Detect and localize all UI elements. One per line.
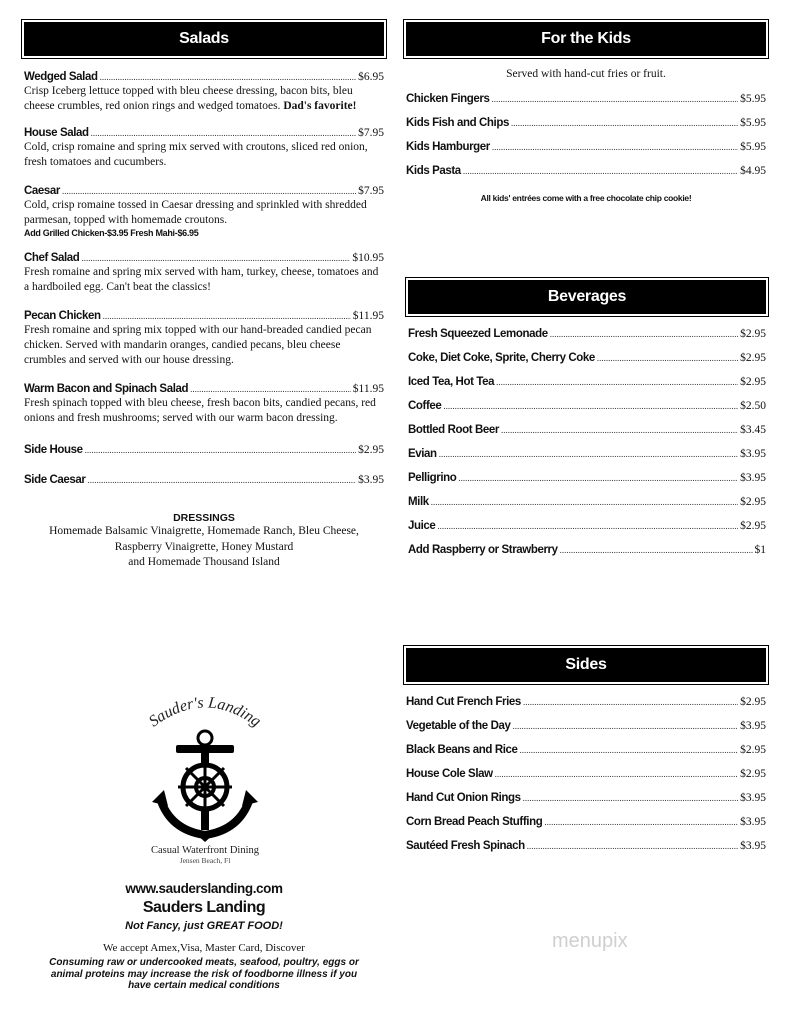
menu-item xyxy=(406,720,766,732)
item-addon: Add Grilled Chicken-$3.95 Fresh Mahi-$6.95 xyxy=(24,228,199,238)
leader-dots xyxy=(87,475,356,485)
logo-tagline: Casual Waterfront Dining xyxy=(150,845,260,856)
item-price: $5.95 xyxy=(740,117,766,129)
logo-location: Jensen Beach, Fl xyxy=(179,856,231,865)
item-price: $7.95 xyxy=(358,185,384,197)
dressings-title: DRESSINGS xyxy=(173,512,235,524)
menu-item xyxy=(408,328,766,340)
item-description: Fresh spinach topped with bleu cheese, fresh bacon bits, candied pecans, red onions and fresh mushrooms; served with our warm bacon dressing. xyxy=(24,397,376,424)
dressings-line: Homemade Balsamic Vinaigrette, Homemade Ranch, Bleu Cheese, xyxy=(49,525,359,537)
item-name: Add Raspberry or Strawberry xyxy=(408,544,558,556)
item-name: Wedged Salad xyxy=(24,71,98,83)
leader-dots xyxy=(495,769,738,779)
item-name: Fresh Squeezed Lemonade xyxy=(408,328,548,340)
leader-dots xyxy=(491,94,738,104)
menu-item xyxy=(408,400,766,412)
leader-dots xyxy=(597,353,738,363)
item-price: $2.95 xyxy=(740,496,766,508)
leader-dots xyxy=(81,253,350,263)
anchor-logo-icon xyxy=(130,690,280,865)
watermark: menupix xyxy=(552,930,628,952)
item-price: $2.95 xyxy=(740,520,766,532)
item-price: $4.95 xyxy=(740,165,766,177)
item-name: Side Caesar xyxy=(24,474,86,486)
item-price: $6.95 xyxy=(358,71,384,83)
salads-header: Salads xyxy=(24,22,384,56)
item-price: $2.95 xyxy=(740,328,766,340)
item-name: Juice xyxy=(408,520,436,532)
item-price: $2.95 xyxy=(740,352,766,364)
kids-section xyxy=(406,22,766,203)
menu-item xyxy=(408,544,766,556)
item-name: Pelligrino xyxy=(408,472,457,484)
restaurant-logo xyxy=(130,690,280,865)
item-name: Evian xyxy=(408,448,437,460)
menu-item xyxy=(24,383,384,426)
menu-item xyxy=(406,117,766,129)
leader-dots xyxy=(511,118,738,128)
kids-note: All kids' entrées come with a free chocolate chip cookie! xyxy=(480,193,692,203)
health-warning: Consuming raw or undercooked meats, seafood, poultry, eggs or animal proteins may increase the risk of foodborne illness if you have certain medical conditions xyxy=(49,957,359,991)
sides-section xyxy=(406,648,766,852)
item-name: Iced Tea, Hot Tea xyxy=(408,376,495,388)
slogan: Not Fancy, just GREAT FOOD! xyxy=(125,920,283,932)
item-price: $1 xyxy=(754,544,766,556)
item-price: $3.95 xyxy=(740,720,766,732)
item-name: Pecan Chicken xyxy=(24,310,101,322)
menu-item xyxy=(408,496,766,508)
leader-dots xyxy=(550,329,738,339)
leader-dots xyxy=(437,521,738,531)
logo-name: Sauder's Landing xyxy=(145,694,265,731)
sides-header: Sides xyxy=(406,648,766,682)
beverages-section xyxy=(408,280,766,556)
leader-dots xyxy=(463,166,738,176)
item-price: $11.95 xyxy=(352,383,384,395)
item-description: Cold, crisp romaine and spring mix served with croutons, sliced red onion, fresh tomatoes and cucumbers. xyxy=(24,141,368,168)
item-name: Black Beans and Rice xyxy=(406,744,518,756)
leader-dots xyxy=(527,841,738,851)
leader-dots xyxy=(520,745,739,755)
menu-item xyxy=(406,816,766,828)
menu-item xyxy=(406,696,766,708)
item-name: Hand Cut Onion Rings xyxy=(406,792,521,804)
item-name: House Cole Slaw xyxy=(406,768,493,780)
leader-dots xyxy=(431,497,738,507)
menu-item xyxy=(24,252,384,295)
item-price: $3.95 xyxy=(740,816,766,828)
menu-item xyxy=(24,474,384,486)
website-url[interactable]: www.sauderslanding.com xyxy=(125,881,283,896)
leader-dots xyxy=(91,128,357,138)
item-price: $3.95 xyxy=(740,472,766,484)
item-name: Sautéed Fresh Spinach xyxy=(406,840,525,852)
item-price: $2.95 xyxy=(358,444,384,456)
item-name: Warm Bacon and Spinach Salad xyxy=(24,383,189,395)
dressings-line: Raspberry Vinaigrette, Honey Mustard xyxy=(114,540,294,553)
item-price: $7.95 xyxy=(358,127,384,139)
menu-item xyxy=(408,472,766,484)
item-name: Kids Pasta xyxy=(406,165,461,177)
item-name: Chicken Fingers xyxy=(406,93,490,105)
menu-item xyxy=(24,127,384,170)
kids-header: For the Kids xyxy=(406,22,766,56)
dressings-list xyxy=(24,524,384,571)
menu-item xyxy=(408,424,766,436)
item-name: Coffee xyxy=(408,400,442,412)
menu-item xyxy=(406,141,766,153)
item-name: Vegetable of the Day xyxy=(406,720,511,732)
leader-dots xyxy=(492,142,738,152)
menu-item xyxy=(408,520,766,532)
leader-dots xyxy=(523,793,738,803)
item-price: $2.50 xyxy=(740,400,766,412)
item-name: Kids Fish and Chips xyxy=(406,117,509,129)
item-name: Kids Hamburger xyxy=(406,141,490,153)
item-price: $3.45 xyxy=(740,424,766,436)
item-price: $2.95 xyxy=(740,696,766,708)
menu-item xyxy=(406,744,766,756)
brand-name: Sauders Landing xyxy=(142,899,266,916)
item-price: $3.95 xyxy=(740,840,766,852)
leader-dots xyxy=(439,449,738,459)
payment-methods: We accept Amex,Visa, Master Card, Discover xyxy=(103,942,305,954)
menu-item xyxy=(406,165,766,177)
menu-item xyxy=(24,71,384,114)
item-price: $2.95 xyxy=(740,744,766,756)
item-name: Milk xyxy=(408,496,429,508)
item-price: $3.95 xyxy=(740,448,766,460)
item-name: Corn Bread Peach Stuffing xyxy=(406,816,543,828)
leader-dots xyxy=(501,425,738,435)
item-name: Bottled Root Beer xyxy=(408,424,499,436)
menu-item xyxy=(408,448,766,460)
menu-item xyxy=(24,310,384,368)
beverages-header: Beverages xyxy=(408,280,766,314)
item-description: Fresh romaine and spring mix topped with our hand-breaded candied pecan chicken. Served with mandarin oranges, candied pecans, bleu cheese crumbles and served with our house dressing. xyxy=(24,324,372,366)
dressings-line: and Homemade Thousand Island xyxy=(128,556,280,568)
item-price: $3.95 xyxy=(358,474,384,486)
leader-dots xyxy=(512,721,738,731)
leader-dots xyxy=(560,545,753,555)
menu-item xyxy=(406,93,766,105)
menu-item xyxy=(24,185,384,238)
leader-dots xyxy=(523,697,738,707)
menu-item xyxy=(406,792,766,804)
leader-dots xyxy=(443,401,738,411)
leader-dots xyxy=(62,186,356,196)
item-description: Fresh romaine and spring mix served with ham, turkey, cheese, tomatoes and a hardboiled egg. Can't beat the classics! xyxy=(24,266,379,293)
item-price: $3.95 xyxy=(740,792,766,804)
menu-item xyxy=(408,376,766,388)
leader-dots xyxy=(103,311,351,321)
item-price: $2.95 xyxy=(740,768,766,780)
item-name: Coke, Diet Coke, Sprite, Cherry Coke xyxy=(408,352,595,364)
leader-dots xyxy=(190,384,351,394)
item-description: Cold, crisp romaine tossed in Caesar dressing and sprinkled with shredded parmesan, topped with homemade croutons. xyxy=(24,199,367,226)
item-name: Chef Salad xyxy=(24,252,80,264)
item-price: $5.95 xyxy=(740,93,766,105)
item-price: $2.95 xyxy=(740,376,766,388)
leader-dots xyxy=(496,377,738,387)
item-price: $11.95 xyxy=(352,310,384,322)
item-name: Caesar xyxy=(24,185,60,197)
item-description: Crisp Iceberg lettuce topped with bleu cheese dressing, bacon bits, bleu cheese crumbles, red onion rings and wedged tomatoes. Dad's favorite! xyxy=(24,85,357,112)
menu-item xyxy=(24,444,384,456)
leader-dots xyxy=(544,817,738,827)
item-price: $5.95 xyxy=(740,141,766,153)
item-name: Side House xyxy=(24,444,83,456)
menu-item xyxy=(406,768,766,780)
kids-subtitle: Served with hand-cut fries or fruit. xyxy=(506,68,666,80)
item-price: $10.95 xyxy=(352,252,384,264)
salads-section xyxy=(24,22,384,571)
leader-dots xyxy=(100,72,357,82)
leader-dots xyxy=(85,445,356,455)
menu-item xyxy=(406,840,766,852)
item-name: Hand Cut French Fries xyxy=(406,696,521,708)
leader-dots xyxy=(458,473,738,483)
item-name: House Salad xyxy=(24,127,89,139)
menu-item xyxy=(408,352,766,364)
